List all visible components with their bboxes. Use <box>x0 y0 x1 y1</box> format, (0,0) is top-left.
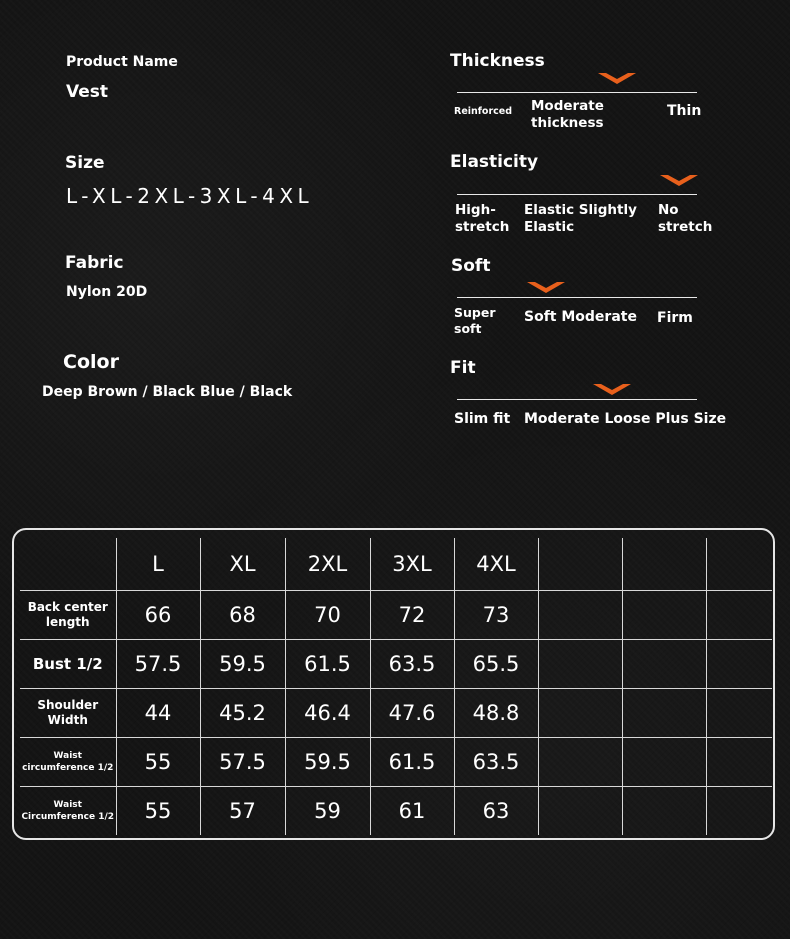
column-header-empty <box>538 538 622 591</box>
fit-scale-line <box>457 399 697 400</box>
soft-option-firm: Firm <box>657 310 693 326</box>
column-header-empty <box>706 538 772 591</box>
table-row <box>20 640 772 689</box>
table-cell-empty <box>706 689 772 738</box>
fit-title: Fit <box>450 358 476 378</box>
table-cell: 57.5 <box>116 640 200 689</box>
elasticity-option-slightly: Elastic Slightly Elastic <box>524 202 637 235</box>
table-header-row <box>20 538 772 591</box>
column-header: 3XL <box>370 538 454 591</box>
table-row <box>20 787 772 836</box>
color-label: Color <box>63 351 119 373</box>
table-cell: 46.4 <box>285 689 370 738</box>
soft-scale-line <box>457 297 697 298</box>
table-cell: 55 <box>116 787 200 836</box>
row-label: Waist circumference 1/2 <box>20 738 116 787</box>
column-header: XL <box>200 538 285 591</box>
table-cell-empty <box>622 738 706 787</box>
table-cell: 44 <box>116 689 200 738</box>
row-label: Back center length <box>20 591 116 640</box>
table-cell-empty <box>538 738 622 787</box>
table-cell: 63.5 <box>454 738 538 787</box>
thickness-option-thin: Thin <box>667 103 702 119</box>
elasticity-option-high: High-stretch <box>455 202 510 235</box>
table-cell: 65.5 <box>454 640 538 689</box>
thickness-option-reinforced: Reinforced <box>454 106 512 117</box>
table-cell: 70 <box>285 591 370 640</box>
table-cell: 45.2 <box>200 689 285 738</box>
size-value: L-XL-2XL-3XL-4XL <box>66 184 314 208</box>
table-cell: 55 <box>116 738 200 787</box>
table-cell-empty <box>622 689 706 738</box>
table-cell: 57 <box>200 787 285 836</box>
table-cell-empty <box>538 591 622 640</box>
soft-selected-chevron-icon <box>527 282 565 294</box>
table-corner-cell <box>20 538 116 591</box>
product-name-label: Product Name <box>66 54 178 70</box>
thickness-scale-line <box>457 92 697 93</box>
table-cell-empty <box>538 689 622 738</box>
soft-title: Soft <box>451 256 491 276</box>
elasticity-title: Elasticity <box>450 152 539 172</box>
table-cell-empty <box>706 640 772 689</box>
elasticity-option-none: No stretch <box>658 202 713 235</box>
row-label: Waist Circumference 1/2 <box>20 787 116 836</box>
column-header: L <box>116 538 200 591</box>
table-cell-empty <box>706 591 772 640</box>
table-cell: 47.6 <box>370 689 454 738</box>
table-cell-empty <box>622 787 706 836</box>
table-cell: 73 <box>454 591 538 640</box>
fit-option-moderate-loose: Moderate Loose Plus Size <box>524 411 727 427</box>
table-cell: 63.5 <box>370 640 454 689</box>
column-header: 2XL <box>285 538 370 591</box>
column-header: 4XL <box>454 538 538 591</box>
color-value: Deep Brown / Black Blue / Black <box>42 384 293 400</box>
table-row <box>20 689 772 738</box>
table-cell-empty <box>622 640 706 689</box>
thickness-title: Thickness <box>450 51 545 71</box>
table-cell-empty <box>538 640 622 689</box>
table-cell: 66 <box>116 591 200 640</box>
table-cell: 59 <box>285 787 370 836</box>
thickness-option-moderate: Moderate thickness <box>531 98 604 131</box>
size-table <box>20 538 772 835</box>
column-header-empty <box>622 538 706 591</box>
table-cell: 61.5 <box>370 738 454 787</box>
thickness-selected-chevron-icon <box>598 73 636 85</box>
table-cell: 68 <box>200 591 285 640</box>
row-label: Shoulder Width <box>20 689 116 738</box>
table-cell: 61.5 <box>285 640 370 689</box>
table-cell: 63 <box>454 787 538 836</box>
fit-option-slim: Slim fit <box>454 411 511 427</box>
fabric-label: Fabric <box>65 253 124 273</box>
soft-option-moderate: Soft Moderate <box>524 309 637 325</box>
size-label: Size <box>65 153 105 173</box>
table-cell: 61 <box>370 787 454 836</box>
table-cell: 72 <box>370 591 454 640</box>
table-row <box>20 738 772 787</box>
table-cell-empty <box>706 738 772 787</box>
product-name-value: Vest <box>66 82 109 102</box>
fabric-value: Nylon 20D <box>66 284 148 300</box>
table-cell-empty <box>706 787 772 836</box>
row-label: Bust 1/2 <box>20 640 116 689</box>
table-row <box>20 591 772 640</box>
soft-option-super: Super soft <box>454 305 496 336</box>
table-cell: 57.5 <box>200 738 285 787</box>
elasticity-selected-chevron-icon <box>660 175 698 187</box>
table-cell: 48.8 <box>454 689 538 738</box>
table-cell-empty <box>622 591 706 640</box>
table-cell-empty <box>538 787 622 836</box>
elasticity-scale-line <box>457 194 697 195</box>
fit-selected-chevron-icon <box>593 384 631 396</box>
table-cell: 59.5 <box>200 640 285 689</box>
table-cell: 59.5 <box>285 738 370 787</box>
